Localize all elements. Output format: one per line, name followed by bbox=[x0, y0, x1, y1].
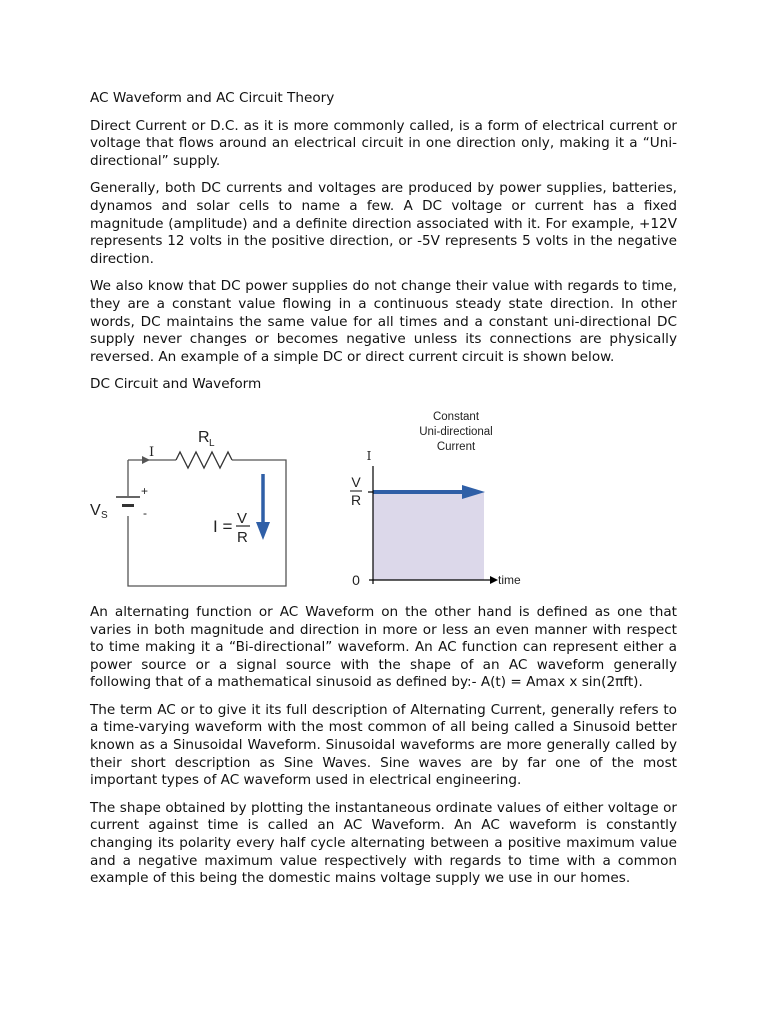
wire-current-label: I bbox=[149, 444, 155, 460]
paragraph-5: The term AC or to give it its full description of Alternating Current, generally refers to a time-varying waveform with the most common of all being called a Sinusoid better known as a Sinusoidal Waveform. Sinusoidal waveforms are more generally called by their short description as Sine Waves. Sine waves are by far one of the most important types of AC waveform used in electrical engineering. bbox=[90, 701, 677, 789]
document-title: AC Waveform and AC Circuit Theory bbox=[90, 90, 335, 106]
waveform-graph bbox=[340, 404, 540, 594]
resistor-label: R bbox=[198, 428, 210, 446]
resistor-subscript: L bbox=[209, 437, 215, 449]
x-axis-label: time bbox=[498, 572, 521, 587]
waveform-title-line-1: Constant bbox=[432, 410, 480, 423]
constant-current-area bbox=[373, 492, 484, 580]
current-flow-arrowhead bbox=[256, 522, 270, 540]
paragraph-4: An alternating function or AC Waveform on the other hand is defined as one that varies in both magnitude and direction in more or less an even manner with respect to time making it a “Bi-directional” waveform. An AC function can represent either a power source or a signal source with the shape of an AC waveform generally following that of a mathematical sinusoid as defined by:- A(t) = Amax x sin(2πft). bbox=[90, 603, 677, 691]
y-axis-label: I bbox=[366, 448, 372, 463]
figure-caption: DC Circuit and Waveform bbox=[90, 376, 262, 393]
source-label: V bbox=[90, 501, 101, 519]
circuit-diagram bbox=[90, 404, 310, 594]
x-axis-arrowhead bbox=[490, 576, 498, 584]
ohms-law-numerator: V bbox=[237, 509, 248, 527]
ohms-law-lhs: I = bbox=[213, 516, 233, 536]
paragraph-1: Direct Current or D.C. as it is more commonly called, is a form of electrical current or voltage that flows around an electrical circuit in one direction only, making it a “Uni-directional” supply. bbox=[90, 117, 677, 169]
origin-label: 0 bbox=[352, 571, 360, 588]
ohms-law-denominator: R bbox=[237, 528, 248, 546]
source-subscript: S bbox=[101, 509, 108, 521]
y-level-denominator: R bbox=[350, 491, 362, 508]
paragraph-6: The shape obtained by plotting the instantaneous ordinate values of either voltage or current against time is called an AC Waveform. An AC waveform is constantly changing its polarity every half cycle alternating between a positive maximum value and a negative maximum value respectively with regards to time with a common example of this being the domestic mains voltage supply we use in our homes. bbox=[90, 799, 677, 887]
battery-plate-short bbox=[122, 504, 134, 507]
battery-plus: + bbox=[141, 483, 149, 498]
dc-circuit-figure bbox=[90, 404, 677, 594]
waveform-title-line-2: Uni-directional bbox=[419, 425, 493, 438]
document-page bbox=[90, 90, 677, 898]
paragraph-3: We also know that DC power supplies do not change their value with regards to time, they are a constant value flowing in a continuous steady state direction. In other words, DC maintains the same value for all times and a constant uni-directional DC supply never changes or becomes negative unless its connections are physically reversed. An example of a simple DC or direct current circuit is shown below. bbox=[90, 278, 677, 365]
waveform-title-line-3: Current bbox=[436, 440, 476, 453]
battery-minus: - bbox=[143, 505, 147, 520]
resistor-symbol bbox=[176, 452, 232, 468]
paragraph-2: Generally, both DC currents and voltages are produced by power supplies, batteries, dynamos and solar cells to name a few. A DC voltage or current has a fixed magnitude (amplitude) and a definite direction associated with it. For example, +12V represents 12 volts in the positive direction, or -5V represents 5 volts in the negative direction. bbox=[90, 180, 677, 267]
y-level-numerator: V bbox=[351, 473, 361, 490]
